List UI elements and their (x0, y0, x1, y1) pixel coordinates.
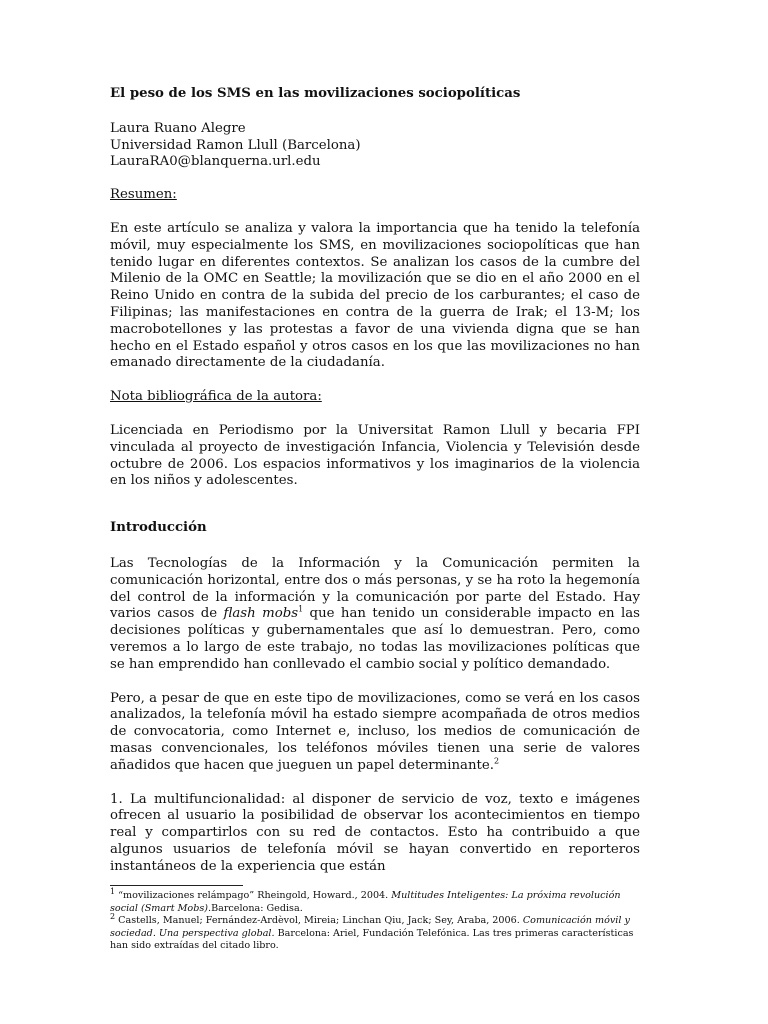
author-block (110, 121, 640, 171)
footnote-2-number: 2 (110, 912, 116, 922)
footnote-1-number: 1 (110, 887, 116, 897)
author-affiliation: Universidad Ramon Llull (Barcelona) (110, 137, 361, 153)
footnote-ref-1: 1 (298, 604, 304, 614)
abstract-text: En este artículo se analiza y valora la importancia que ha tenido la telefonía móvil, muy especialmente los SMS, en movilizaciones sociopolíticas que han tenido lugar en diferentes contextos. Se analizan los casos de la cumbre del Milenio de la OMC en Seattle; la movilización que se dio en el año 2000 en el Reino Unido en contra de la subida del precio de los carburantes; el caso de Filipinas; las manifestaciones en contra de la guerra de Irak; el 13-M; los macrobotellones y las protestas a favor de una vivienda digna que se han hecho en el Estado español y otros casos en los que las movilizaciones no han emanado directamente de la ciudadanía. (110, 220, 640, 371)
footnote-1-title: Multitudes Inteligentes: La próxima revolución social (Smart Mobs). (110, 890, 621, 914)
intro-p1-flash-mobs: flash mobs (223, 606, 299, 622)
footnote-2-text-b: Barcelona: Ariel, Fundación Telefónica. Las tres primeras características han sido extraídas del citado libro. (110, 927, 634, 952)
footnote-1-text-a: “movilizaciones relámpago” Rheingold, Howard., 2004. (115, 890, 392, 902)
intro-p2-text: Pero, a pesar de que en este tipo de movilizaciones, como se verá en los casos analizados, la telefonía móvil ha estado siempre acompañada de otros medios de convocatoria, como Internet e, incluso, los medios de comunicación de masas convencionales, los teléfonos móviles tienen una serie de valores añadidos que hacen que jueguen un papel determinante. (110, 690, 640, 773)
paper-title: El peso de los SMS en las movilizaciones sociopolíticas (110, 86, 521, 101)
footnote-separator (110, 885, 243, 886)
footnote-ref-2: 2 (493, 756, 500, 766)
footnotes (110, 885, 640, 952)
footnote-2 (110, 912, 640, 952)
intro-p1-text-a: Las Tecnologías de la Información y la Comunicación permiten la comunicación horizontal, entre dos o más personas, y se ha roto la hegemonía del control de la información y la comunicación por parte del Estado. Hay varios casos de (110, 555, 640, 622)
footnote-2-title: Comunicación móvil y sociedad. Una perspectiva global. (110, 915, 630, 939)
introduction-heading: Introducción (110, 520, 207, 536)
bio-heading: Nota bibliográfica de la autora: (110, 389, 322, 405)
footnote-1-text-b: Barcelona: Gedisa. (211, 902, 303, 914)
intro-p1-text-b: que han tenido un considerable impacto en las decisiones políticas y gubernamentales que así lo demuestran. Pero, como veremos a lo largo de este trabajo, no todas las movilizaciones políticas que se han emprendido han conllevado el cambio social y político demandado. (110, 606, 640, 672)
intro-paragraph-2 (110, 691, 640, 775)
intro-paragraph-1 (110, 556, 640, 674)
abstract-heading: Resumen: (110, 187, 177, 203)
author-name: Laura Ruano Alegre (110, 120, 246, 136)
footnote-2-text-a: Castells, Manuel; Fernández-Ardèvol, Mireia; Linchan Qiu, Jack; Sey, Araba, 2006. (115, 915, 523, 927)
footnote-1 (110, 887, 640, 915)
intro-paragraph-3: 1. La multifuncionalidad: al disponer de servicio de voz, texto e imágenes ofrecen al usuario la posibilidad de observar los acontecimientos en tiempo real y compartirlos con su red de contactos. Esto ha contribuido a que algunos usuarios de telefonía móvil se hayan convertido en reporteros instantáneos de la experiencia que están (110, 791, 640, 874)
bio-text: Licenciada en Periodismo por la Universitat Ramon Llull y becaria FPI vinculada al proyecto de investigación Infancia, Violencia y Televisión desde octubre de 2006. Los espacios informativos y los imaginarios de la violencia en los niños y adolescentes. (110, 422, 640, 489)
author-email: LauraRA0@blanquerna.url.edu (110, 154, 321, 170)
